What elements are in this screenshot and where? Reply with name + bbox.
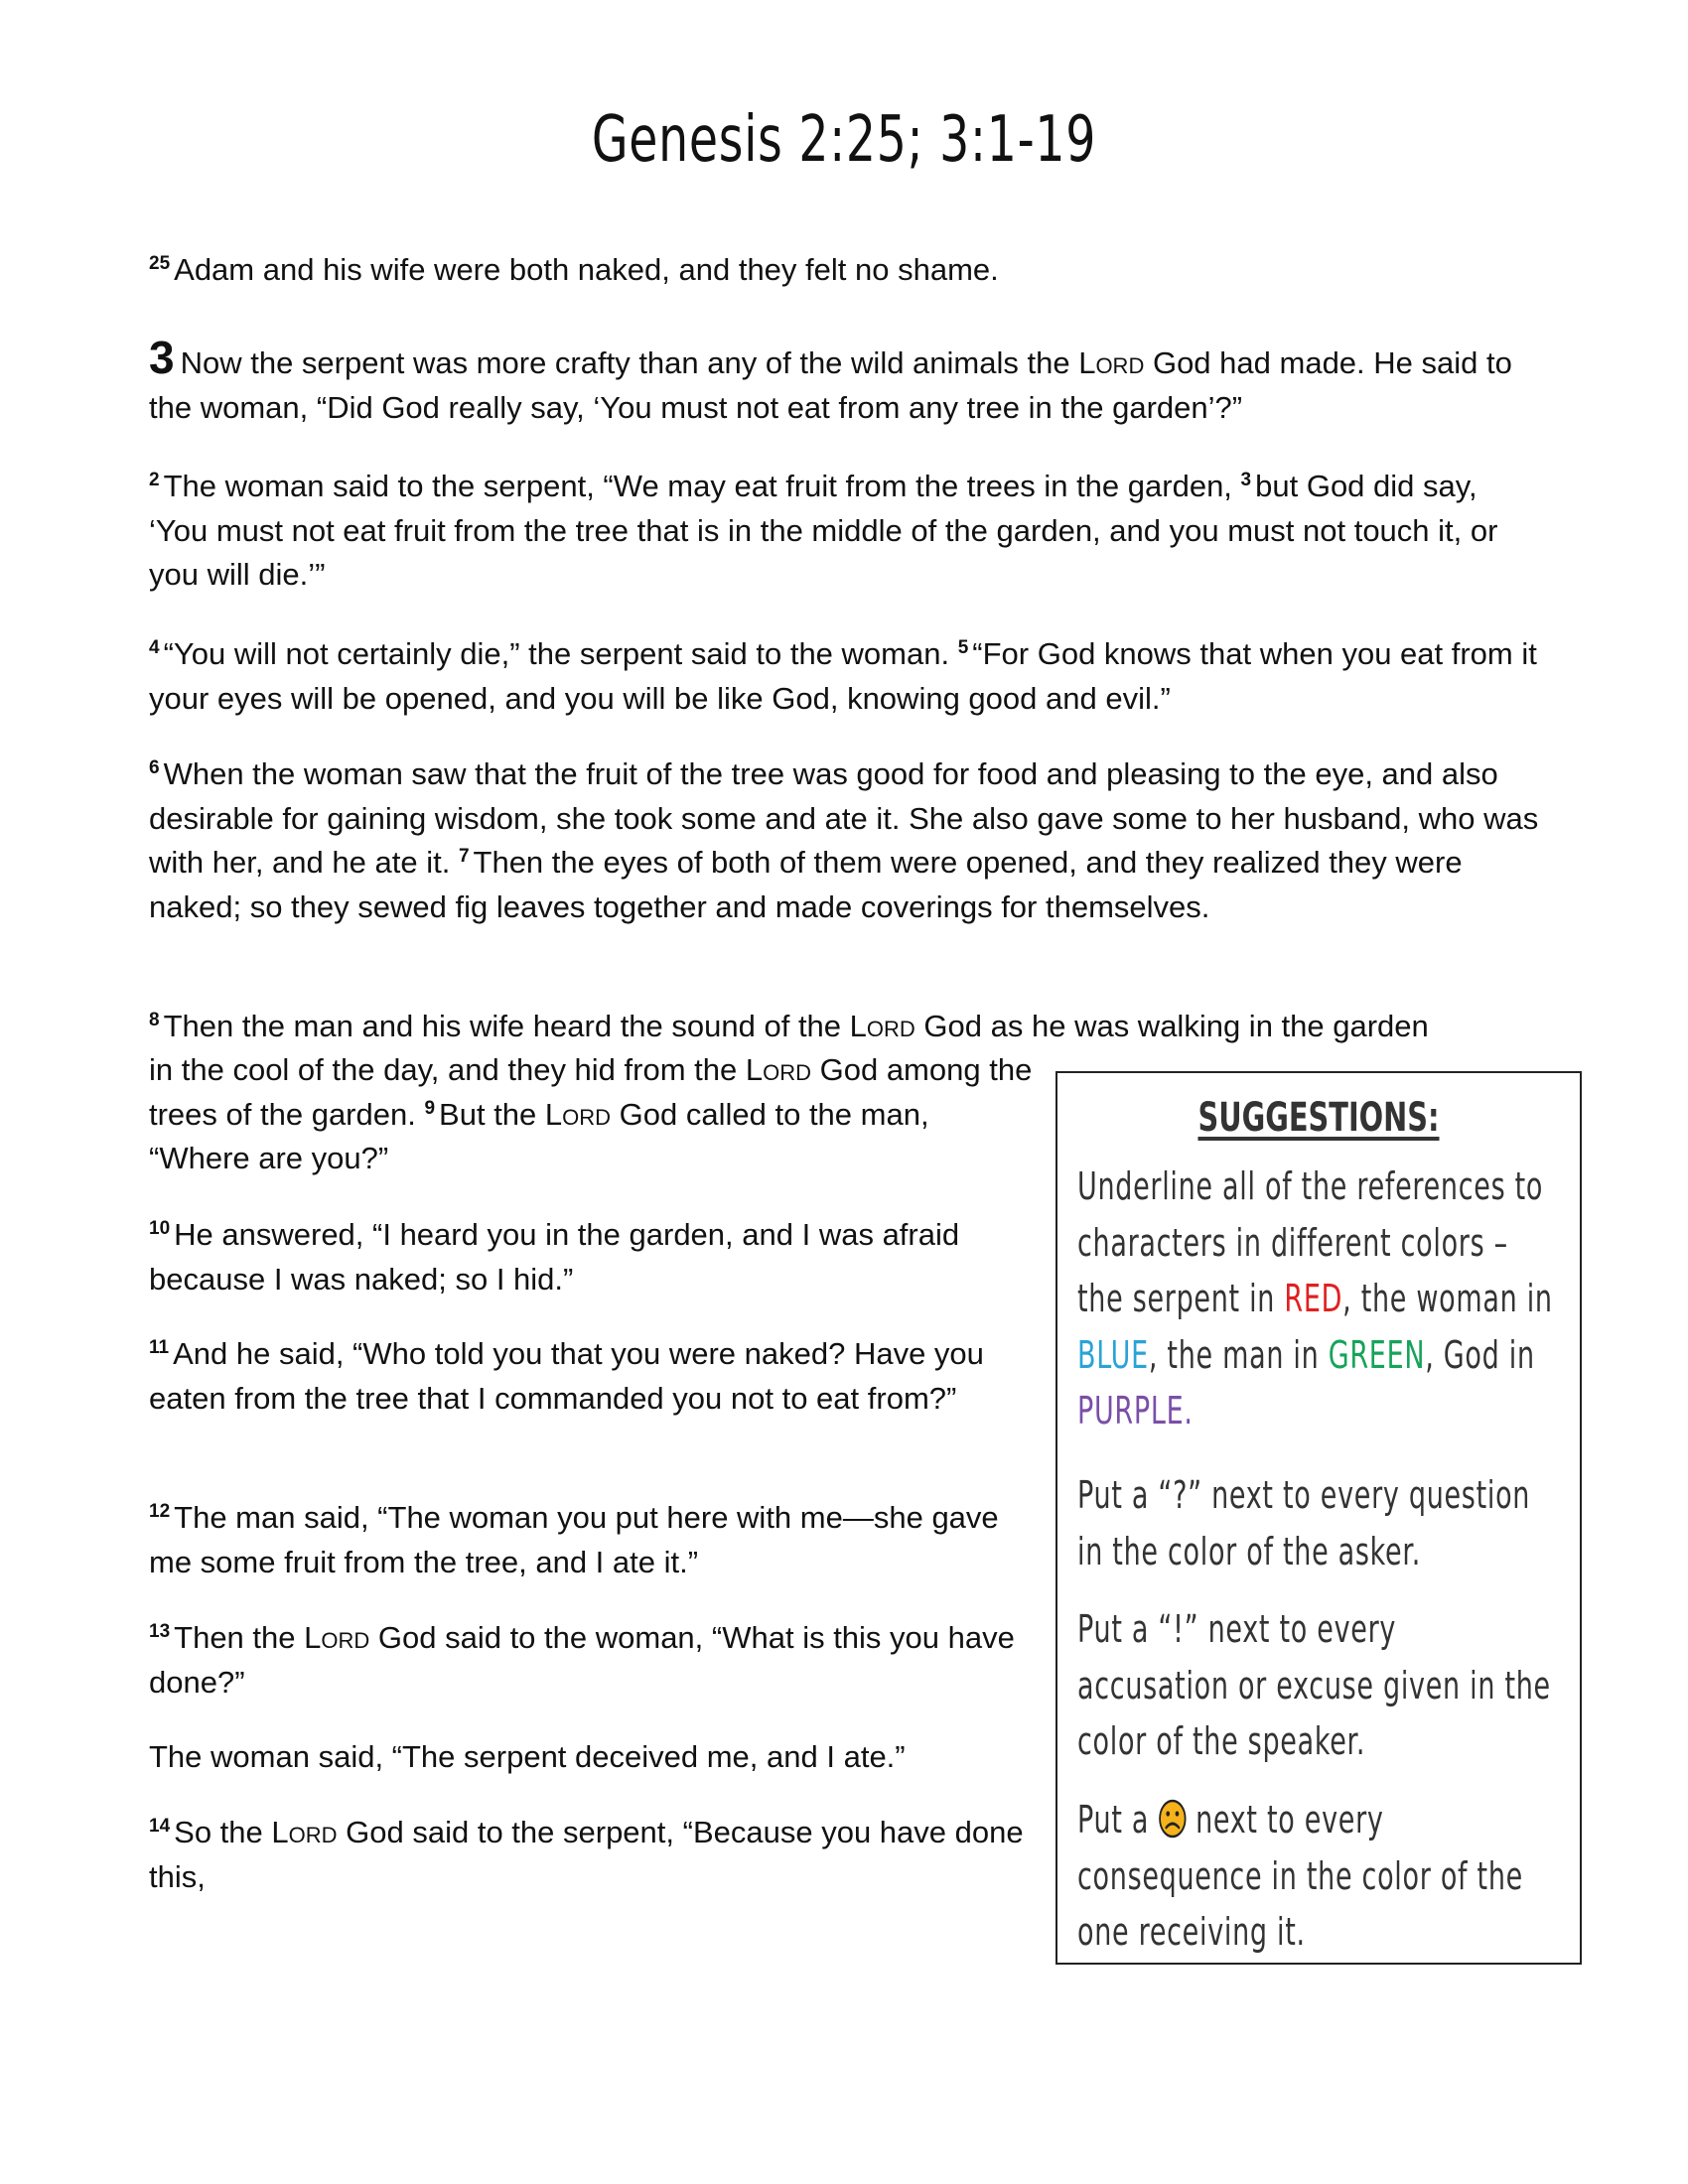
- verse-text: “For God knows that when you eat from it your eyes will be opened, and you will be like God, knowing good and evil.”: [149, 636, 1537, 716]
- verse-3-12: [149, 1496, 1033, 1584]
- suggestion-text: , God in: [1425, 1332, 1535, 1377]
- verse-text: Now the serpent was more crafty than any of the wild animals the: [180, 345, 1079, 380]
- verse-text: Then the man and his wife heard the sound of the: [163, 1009, 850, 1043]
- verse-3-10: [149, 1213, 1033, 1301]
- verse-text: Adam and his wife were both naked, and they felt no shame.: [174, 252, 999, 287]
- suggestions-box: [1055, 1071, 1582, 1965]
- lord-smallcaps: Lord: [849, 1009, 915, 1043]
- lord-smallcaps: Lord: [1078, 345, 1145, 380]
- verse-3-8-continued: [149, 1048, 1033, 1181]
- verse-text: Then the: [174, 1620, 305, 1655]
- verse-3-6: [149, 752, 1539, 929]
- verse-number: 12: [149, 1501, 171, 1522]
- color-purple-label: PURPLE.: [1077, 1389, 1194, 1433]
- suggestion-text: next to every consequence in the color of the one receiving it.: [1077, 1798, 1523, 1954]
- verse-number: 10: [149, 1218, 171, 1239]
- suggestion-underline: [1077, 1159, 1557, 1439]
- lord-smallcaps: Lord: [271, 1815, 338, 1849]
- verse-number: 6: [149, 757, 160, 778]
- lord-smallcaps: Lord: [304, 1620, 370, 1655]
- suggestion-text: Put a: [1077, 1798, 1159, 1842]
- verse-text: in the cool of the day, and they hid from the: [149, 1052, 746, 1087]
- verse-2-25: [149, 248, 1539, 293]
- suggestion-text: Underline all of the references to characters in different colors – the serpent in: [1077, 1164, 1544, 1320]
- verse-text: And he said, “Who told you that you were naked? Have you eaten from the tree that I commanded you not to eat from?”: [149, 1336, 984, 1416]
- lord-smallcaps: Lord: [745, 1052, 811, 1087]
- color-blue-label: BLUE: [1077, 1332, 1149, 1377]
- verse-text: God called to the man, “Where are you?”: [149, 1096, 929, 1175]
- verse-text: Then the eyes of both of them were opened, and they realized they were naked; so they sewed fig leaves together and made coverings for themselves.: [149, 845, 1463, 924]
- verse-number: 9: [424, 1097, 436, 1119]
- verse-text: God had made. He said to the woman, “Did God really say, ‘You must not eat from any tree in the garden’?”: [149, 345, 1512, 425]
- verse-3-8: [149, 1005, 1539, 1049]
- verse-text: He answered, “I heard you in the garden, and I was afraid because I was naked; so I hid.”: [149, 1217, 960, 1297]
- suggestion-text: , the man in: [1148, 1332, 1329, 1377]
- verse-text: The man said, “The woman you put here with me—she gave me some fruit from the tree, and I ate it.”: [149, 1500, 999, 1579]
- verse-number: 8: [149, 1010, 160, 1030]
- verse-3-13: [149, 1616, 1033, 1705]
- suggestion-exclamation: Put a “!” next to every accusation or excuse given in the color of the speaker.: [1077, 1607, 1551, 1763]
- verse-3-14: [149, 1811, 1033, 1899]
- verse-3-1: [149, 332, 1539, 430]
- verse-number: 11: [149, 1337, 170, 1358]
- suggestion-consequence: [1077, 1792, 1557, 1961]
- verse-text: But the: [439, 1096, 545, 1132]
- verse-number: 25: [149, 253, 171, 274]
- verse-number: 4: [149, 637, 160, 658]
- page-title: Genesis 2:25; 3:1-19: [591, 103, 1097, 177]
- verse-3-2: [149, 465, 1539, 598]
- verse-text: The woman said, “The serpent deceived me, and I ate.”: [149, 1739, 906, 1774]
- verse-text: So the: [174, 1815, 272, 1849]
- verse-3-4: [149, 632, 1539, 721]
- verse-3-11: [149, 1332, 1033, 1421]
- suggestion-text: , the woman in: [1342, 1277, 1553, 1320]
- verse-3-13-continued: [149, 1735, 1033, 1780]
- verse-text: The woman said to the serpent, “We may eat fruit from the trees in the garden,: [163, 469, 1241, 503]
- verse-number: 5: [957, 637, 969, 658]
- verse-text: God among the trees of the garden.: [149, 1052, 1033, 1132]
- verse-text: God said to the serpent, “Because you have done this,: [149, 1815, 1024, 1894]
- verse-number: 13: [149, 1621, 171, 1642]
- frowning-face-icon: [1158, 1799, 1186, 1839]
- verse-number: 2: [149, 470, 160, 490]
- color-green-label: GREEN: [1328, 1332, 1426, 1377]
- suggestion-question: Put a “?” next to every question in the color of the asker.: [1077, 1473, 1531, 1573]
- lord-smallcaps: Lord: [544, 1096, 612, 1132]
- verse-number: 3: [1240, 470, 1252, 490]
- verse-text: God as he was walking in the garden: [914, 1009, 1429, 1043]
- suggestions-title: SUGGESTIONS:: [1197, 1095, 1440, 1141]
- color-red-label: RED: [1284, 1277, 1343, 1320]
- chapter-number: 3: [149, 332, 175, 383]
- verse-text: “You will not certainly die,” the serpent said to the woman.: [163, 636, 958, 671]
- verse-number: 14: [149, 1816, 171, 1837]
- verse-text: but God did say, ‘You must not eat fruit from the tree that is in the middle of the garden, and you must not touch it, or you will die.’”: [149, 469, 1498, 592]
- verse-text: When the woman saw that the fruit of the tree was good for food and pleasing to the eye, and also desirable for gaining wisdom, she took some and ate it. She also gave some to her husband, who was with her, and he ate it.: [149, 756, 1539, 880]
- verse-number: 7: [458, 846, 470, 867]
- verse-text: God said to the woman, “What is this you have done?”: [149, 1620, 1015, 1700]
